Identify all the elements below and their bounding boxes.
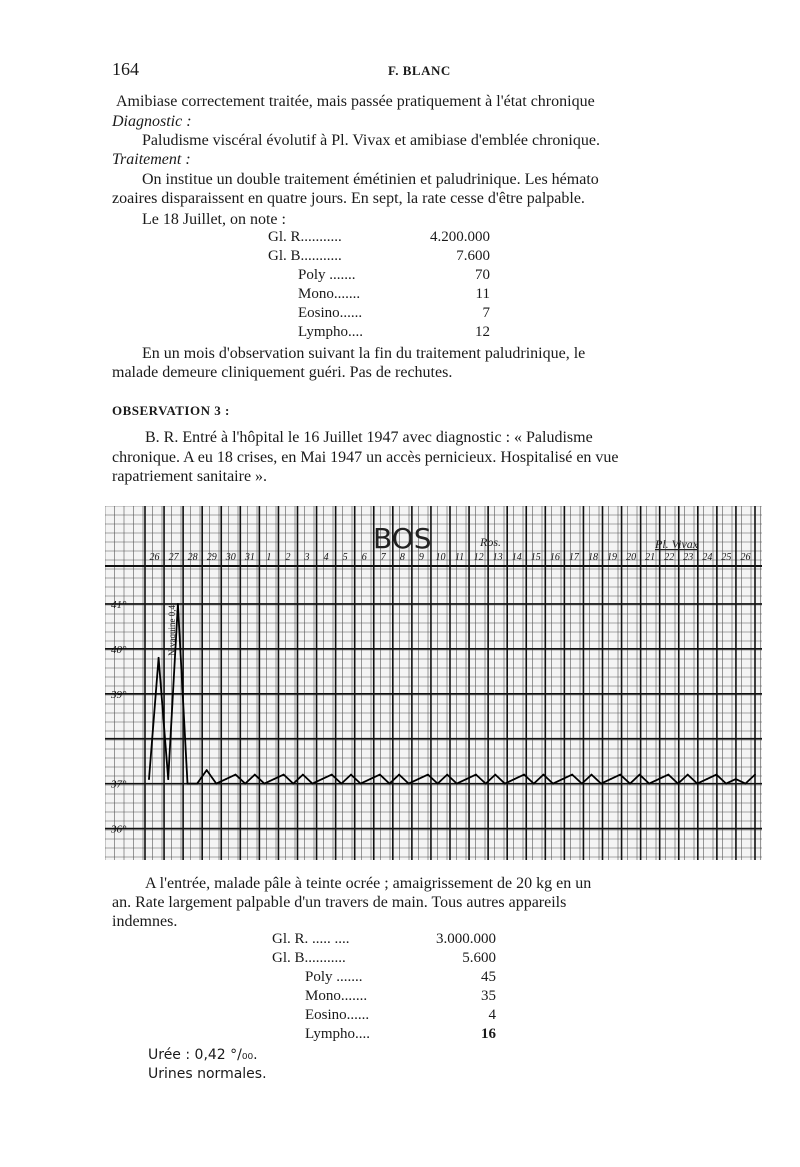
x-tick-label: 31: [244, 552, 255, 563]
row-value: 3.000.000: [436, 931, 496, 947]
x-tick-label: 7: [380, 552, 386, 563]
diagnostic-label: Diagnostic :: [112, 113, 192, 130]
table-row: [272, 931, 496, 950]
temperature-point: [552, 783, 554, 785]
row-label: Lympho....: [298, 324, 364, 340]
x-tick-label: 9: [418, 552, 424, 563]
temperature-point: [658, 778, 660, 780]
temperature-point: [254, 774, 256, 776]
temperature-point: [389, 783, 391, 785]
entry-line-1: A l'entrée, malade pâle à teinte ocrée ; amaigrissement de 20 kg en un: [145, 875, 592, 892]
temperature-point: [494, 774, 496, 776]
x-tick-label: 6: [361, 552, 367, 563]
row-label: Eosino......: [298, 305, 363, 321]
x-tick-label: 23: [683, 552, 694, 563]
temperature-point: [283, 774, 285, 776]
temperature-point: [581, 783, 583, 785]
temperature-point: [321, 778, 323, 780]
temperature-point: [504, 783, 506, 785]
temperature-point: [244, 783, 246, 785]
conclusion-line-1: En un mois d'observation suivant la fin du traitement paludrinique, le: [142, 345, 586, 362]
entry-line-3: indemnes.: [112, 913, 178, 930]
x-tick-label: 22: [664, 552, 675, 563]
table-row: [298, 324, 490, 343]
table-row: [298, 267, 490, 286]
temperature-point: [446, 774, 448, 776]
temperature-point: [340, 783, 342, 785]
temperature-point: [754, 774, 756, 776]
temperature-point: [369, 778, 371, 780]
y-tick-label: 36°: [111, 823, 127, 836]
x-tick-label: 27: [168, 552, 179, 563]
temperature-point: [716, 774, 718, 776]
x-tick-label: 4: [323, 552, 329, 563]
temperature-point: [619, 774, 621, 776]
temperature-point: [264, 783, 266, 785]
temperature-point: [408, 783, 410, 785]
temperature-point: [485, 783, 487, 785]
x-tick-label: 19: [607, 552, 618, 563]
urines-line: Urines normales.: [148, 1066, 267, 1082]
y-tick-label: 37°: [111, 778, 127, 791]
temperature-point: [187, 783, 189, 785]
temperature-point: [706, 778, 708, 780]
observation-line-2: chronique. A eu 18 crises, en Mai 1947 un accès pernicieux. Hospitalisé en vue: [112, 449, 619, 466]
temperature-point: [600, 783, 602, 785]
temperature-point: [398, 774, 400, 776]
row-value: 45: [481, 969, 496, 985]
temperature-point: [610, 778, 612, 780]
temperature-point: [571, 774, 573, 776]
table-row: [305, 969, 496, 988]
entry-line-2: an. Rate largement palpable d'un travers de main. Tous autres appareils: [112, 894, 567, 911]
x-tick-label: 25: [721, 552, 732, 563]
temperature-point: [437, 783, 439, 785]
temperature-point: [648, 783, 650, 785]
x-tick-label: 2: [285, 552, 291, 563]
table-row: [268, 248, 490, 267]
temperature-point: [177, 603, 179, 605]
x-tick-label: 13: [492, 552, 503, 563]
temperature-point: [542, 774, 544, 776]
row-value: 7: [482, 305, 490, 321]
temperature-point: [167, 778, 169, 780]
running-title: F. BLANC: [388, 63, 451, 78]
row-label: Poly .......: [305, 969, 363, 985]
traitement-line-2: zoaires disparaissent en quatre jours. En sept, la rate cesse d'être palpable.: [112, 190, 585, 207]
temperature-point: [292, 783, 294, 785]
table-row: [272, 950, 496, 969]
x-tick-label: 21: [645, 552, 656, 563]
x-tick-label: 29: [206, 552, 217, 563]
x-tick-label: 24: [702, 552, 713, 563]
temperature-point: [273, 778, 275, 780]
temperature-point: [629, 783, 631, 785]
temperature-point: [677, 783, 679, 785]
diagnostic-text: Paludisme viscéral évolutif à Pl. Vivax et amibiase d'emblée chronique.: [142, 132, 600, 149]
temperature-point: [206, 769, 208, 771]
x-tick-label: 3: [304, 552, 310, 563]
temperature-point: [514, 778, 516, 780]
temperature-point: [225, 778, 227, 780]
temperature-point: [379, 774, 381, 776]
text-line: Amibiase correctement traitée, mais passée pratiquement à l'état chronique: [116, 93, 595, 110]
temperature-point: [456, 783, 458, 785]
x-tick-label: 12: [473, 552, 484, 563]
row-label: Lympho....: [305, 1026, 371, 1042]
row-label: Poly .......: [298, 267, 356, 283]
x-tick-label: 20: [626, 552, 637, 563]
y-tick-label: 40°: [111, 643, 127, 656]
chart-title: BOS: [373, 522, 432, 555]
uree-line: Urée : 0,42 °/₀₀.: [148, 1047, 258, 1063]
temperature-point: [235, 774, 237, 776]
row-label: Gl. R...........: [268, 229, 342, 245]
x-tick-label: 8: [399, 552, 405, 563]
y-tick-label: 39°: [111, 688, 127, 701]
table-row: [298, 305, 490, 324]
x-tick-label: 26: [149, 552, 160, 563]
table-row: [305, 1007, 496, 1026]
row-value: 4.200.000: [430, 229, 490, 245]
temperature-point: [523, 774, 525, 776]
table-row: [305, 1026, 496, 1045]
temperature-point: [687, 774, 689, 776]
row-value: 12: [475, 324, 490, 340]
temperature-point: [158, 657, 160, 659]
x-tick-label: 17: [568, 552, 579, 563]
x-tick-label: 15: [530, 552, 541, 563]
temperature-point: [639, 774, 641, 776]
conclusion-line-2: malade demeure cliniquement guéri. Pas de rechutes.: [112, 364, 453, 381]
row-label: Gl. B...........: [268, 248, 342, 264]
row-value: 11: [475, 286, 490, 302]
x-tick-label: 1: [266, 552, 272, 563]
temperature-point: [360, 783, 362, 785]
observation-heading: OBSERVATION 3 :: [112, 403, 230, 418]
x-tick-label: 11: [454, 552, 465, 563]
row-label: Gl. B...........: [272, 950, 346, 966]
temperature-point: [331, 774, 333, 776]
x-tick-label: 26: [740, 552, 751, 563]
temperature-point: [475, 774, 477, 776]
temperature-point: [302, 774, 304, 776]
row-label: Mono.......: [298, 286, 361, 302]
chart-title-suffix: Ros.: [480, 535, 501, 549]
temperature-point: [735, 778, 737, 780]
row-value: 5.600: [462, 950, 496, 966]
temperature-point: [466, 778, 468, 780]
table-row: [298, 286, 490, 305]
row-label: Gl. R. ..... ....: [272, 931, 350, 947]
observation-line-3: rapatriement sanitaire ».: [112, 468, 268, 485]
temperature-point: [312, 783, 314, 785]
temperature-point: [562, 778, 564, 780]
x-tick-label: 18: [587, 552, 598, 563]
chart-annotation-right: Pl. Vivax: [655, 537, 699, 551]
temperature-point: [744, 783, 746, 785]
row-value: 16: [481, 1026, 496, 1042]
row-value: 7.600: [456, 248, 490, 264]
temperature-point: [148, 778, 150, 780]
row-value: 70: [475, 267, 490, 283]
temperature-point: [215, 783, 217, 785]
temperature-point: [696, 783, 698, 785]
temperature-point: [591, 774, 593, 776]
row-label: Mono.......: [305, 988, 368, 1004]
row-value: 4: [488, 1007, 496, 1023]
temperature-point: [533, 783, 535, 785]
row-value: 35: [481, 988, 496, 1004]
x-tick-label: 16: [549, 552, 560, 563]
table-row: [305, 988, 496, 1007]
temperature-chart: [105, 506, 762, 860]
temperature-point: [725, 783, 727, 785]
x-tick-label: 10: [435, 552, 446, 563]
x-tick-label: 30: [225, 552, 236, 563]
row-label: Eosino......: [305, 1007, 370, 1023]
chart-vertical-annotation: Nivaquine 0,4: [167, 605, 177, 656]
page-number: 164: [112, 59, 139, 79]
x-tick-label: 14: [511, 552, 522, 563]
note-intro: Le 18 Juillet, on note :: [142, 211, 286, 228]
temperature-point: [427, 774, 429, 776]
temperature-point: [417, 778, 419, 780]
temperature-point: [350, 774, 352, 776]
temperature-point: [668, 774, 670, 776]
traitement-label: Traitement :: [112, 151, 191, 168]
temperature-point: [196, 783, 198, 785]
x-tick-label: 28: [187, 552, 198, 563]
table-row: [268, 229, 490, 248]
y-tick-label: 41°: [111, 598, 127, 611]
traitement-line-1: On institue un double traitement émétinien et paludrinique. Les hémato: [142, 171, 599, 188]
observation-line-1: B. R. Entré à l'hôpital le 16 Juillet 1947 avec diagnostic : « Paludisme: [145, 429, 593, 446]
x-tick-label: 5: [342, 552, 348, 563]
